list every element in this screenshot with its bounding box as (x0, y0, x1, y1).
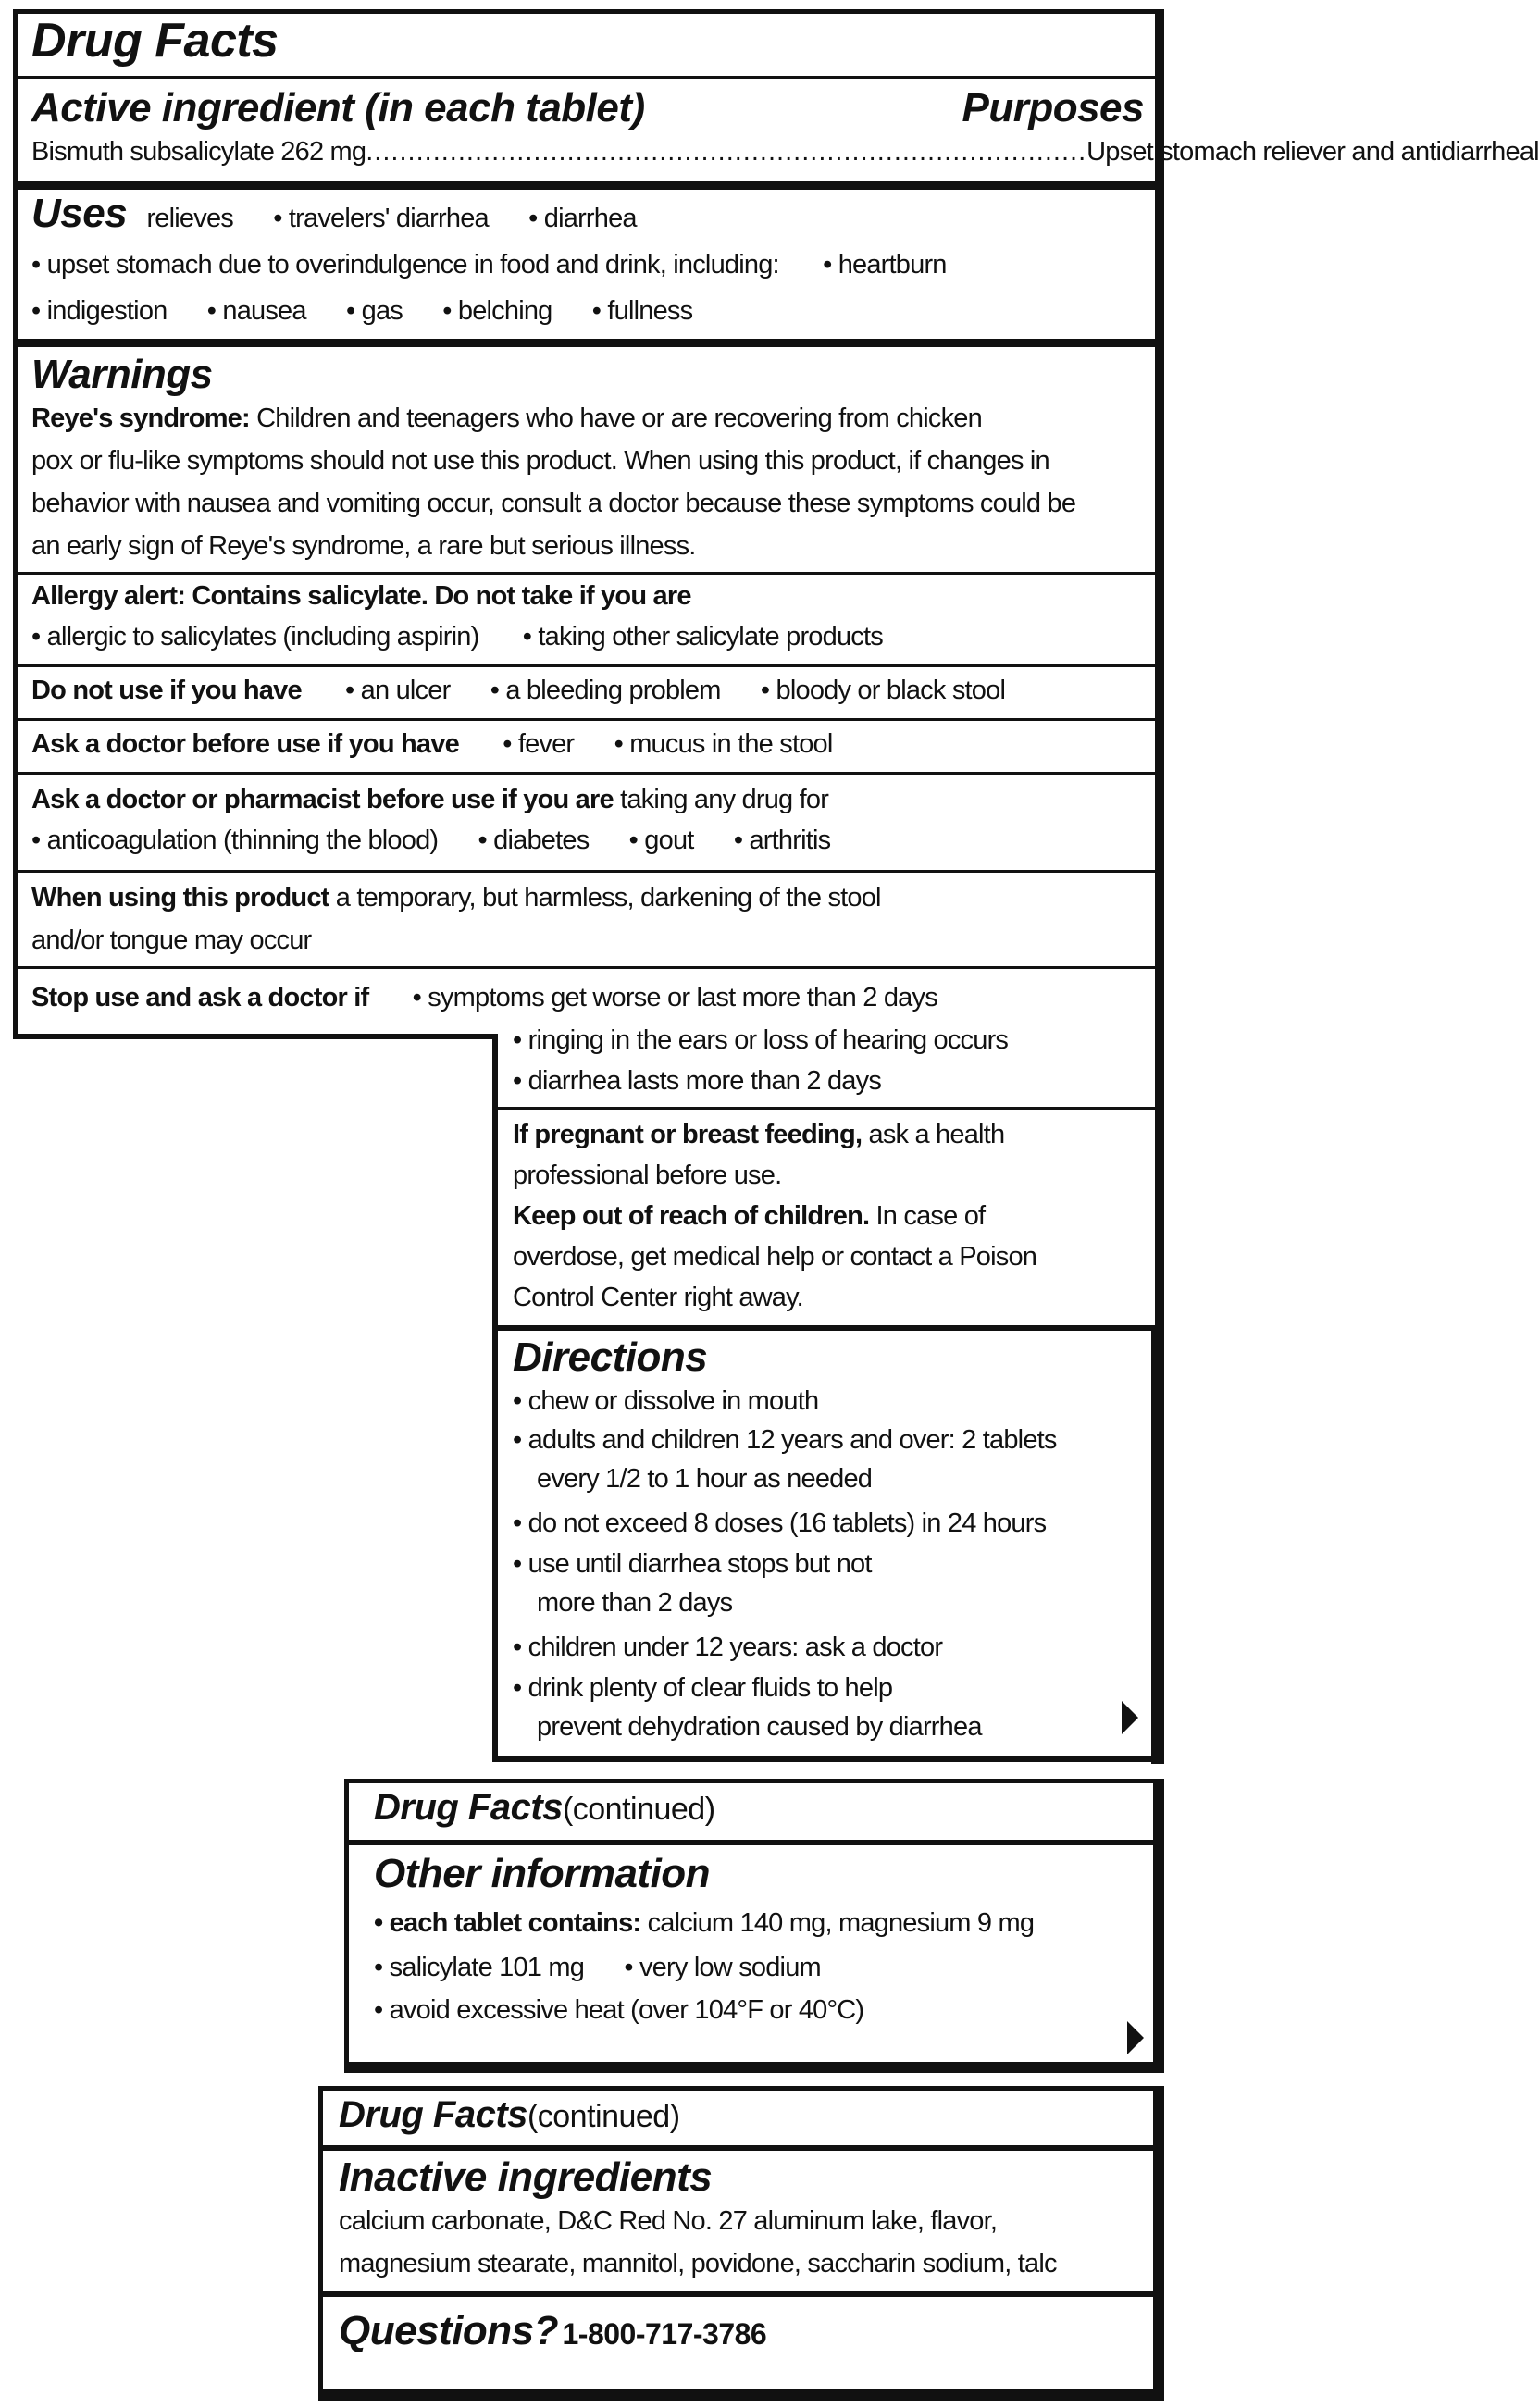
questions-label: Questions? (339, 2308, 559, 2353)
divider (13, 718, 1160, 721)
divider (322, 2145, 1153, 2151)
divider (322, 2291, 1153, 2297)
do-not-use-item: • bloody or black stool (761, 676, 1005, 705)
keep-out-line-3: Control Center right away. (513, 1283, 803, 1312)
reye-line-1 (31, 402, 982, 436)
direction-item: • adults and children 12 years and over: 2 tablets (513, 1423, 1057, 1458)
ask-doctor-item: • fever (503, 729, 574, 759)
pregnant-line-2: professional before use. (513, 1161, 782, 1190)
keep-out-text: In case of (875, 1201, 986, 1231)
continued-title: Drug Facts (339, 2094, 527, 2135)
other-info-item: • salicylate 101 mg (374, 1953, 584, 1982)
reye-line: behavior with nausea and vomiting occur, consult a doctor because these symptoms could be (31, 489, 1076, 518)
divider (494, 1107, 1160, 1110)
active-ingredient-purpose: Upset stomach reliever and antidiarrheal (1086, 137, 1539, 167)
inactive-heading: Inactive ingredients (339, 2154, 713, 2200)
use-item: • fullness (592, 296, 693, 326)
direction-item-cont: more than 2 days (537, 1588, 733, 1618)
other-info-line-2 (374, 1951, 821, 1985)
panel-border (13, 1034, 498, 1039)
uses-row-3 (31, 294, 692, 329)
do-not-use-label: Do not use if you have (31, 676, 302, 705)
uses-row-2 (31, 248, 947, 282)
allergy-alert: Allergy alert: Contains salicylate. Do not take if you are (31, 581, 691, 611)
continued-label: (continued) (562, 1792, 715, 1827)
questions-line (339, 2306, 766, 2356)
divider (13, 772, 1160, 775)
ask-pharmacist-label: Ask a doctor or pharmacist before use if you are (31, 785, 614, 814)
use-item: • gas (346, 296, 403, 326)
keep-out-line-1 (513, 1199, 985, 1234)
allergy-item: • taking other salicylate products (523, 622, 883, 652)
use-item: • heartburn (823, 250, 947, 279)
directions-heading: Directions (513, 1334, 708, 1380)
ask-pharmacist-line-1 (31, 783, 828, 817)
continue-arrow-icon (1122, 1701, 1138, 1734)
inactive-line-2: magnesium stearate, mannitol, povidone, saccharin sodium, talc (339, 2249, 1057, 2278)
direction-item-cont: every 1/2 to 1 hour as needed (537, 1464, 873, 1494)
uses-row-1 (31, 191, 637, 236)
active-ingredient-name: Bismuth subsalicylate 262 mg (31, 137, 366, 167)
active-ingredient-heading: Active ingredient (in each tablet) (31, 85, 645, 130)
do-not-use-item: • a bleeding problem (490, 676, 721, 705)
stop-use-item: • symptoms get worse or last more than 2 days (413, 983, 937, 1012)
continued-title-2 (339, 2091, 680, 2140)
divider (13, 339, 1160, 347)
panel-border (492, 1756, 1164, 1762)
direction-item: • do not exceed 8 doses (16 tablets) in 24 hours (513, 1507, 1046, 1541)
divider (13, 870, 1160, 873)
ask-pharmacist-item: • anticoagulation (thinning the blood) (31, 825, 438, 855)
use-item: • travelers' diarrhea (273, 204, 489, 233)
purposes-heading: Purposes (962, 85, 1144, 130)
other-info-text: calcium 140 mg, magnesium 9 mg (647, 1908, 1035, 1938)
direction-item: • chew or dissolve in mouth (513, 1384, 818, 1419)
continue-arrow-icon (1127, 2021, 1144, 2054)
direction-item-cont: prevent dehydration caused by diarrhea (537, 1712, 982, 1742)
when-using-label: When using this product (31, 883, 329, 912)
uses-heading: Uses (31, 191, 128, 236)
ask-pharmacist-text: taking any drug for (620, 785, 829, 814)
allergy-item: • allergic to salicylates (including aspirin) (31, 622, 479, 652)
reye-line: an early sign of Reye's syndrome, a rare but serious illness. (31, 531, 696, 561)
warnings-heading: Warnings (31, 352, 213, 397)
ask-pharmacist-items (31, 824, 830, 858)
ask-doctor-item: • mucus in the stool (614, 729, 833, 759)
reye-label: Reye's syndrome: (31, 403, 250, 433)
stop-use-line-1 (31, 981, 937, 1015)
other-info-line-3: • avoid excessive heat (over 104°F or 40°C) (374, 1993, 863, 2028)
use-item: • upset stomach due to overindulgence in food and drink, including: (31, 250, 779, 279)
divider (494, 1325, 1164, 1331)
other-info-label: • each tablet contains: (374, 1908, 640, 1938)
leader-dots: ...................................................................................... (366, 137, 1087, 167)
pregnant-text: ask a health (868, 1120, 1005, 1149)
continued-label: (continued) (527, 2099, 680, 2134)
pregnant-label: If pregnant or breast feeding, (513, 1120, 863, 1149)
divider (13, 966, 1160, 969)
ask-doctor (31, 727, 833, 762)
ask-pharmacist-item: • arthritis (734, 825, 831, 855)
continued-title-1 (374, 1784, 715, 1832)
use-item: • diarrhea (528, 204, 637, 233)
keep-out-label: Keep out of reach of children. (513, 1201, 870, 1231)
do-not-use-item: • an ulcer (345, 676, 450, 705)
reye-text: Children and teenagers who have or are recovering from chicken (256, 403, 982, 433)
allergy-items (31, 620, 883, 654)
uses-intro: relieves (146, 204, 233, 233)
questions-phone: 1-800-717-3786 (562, 2317, 767, 2351)
keep-out-line-2: overdose, get medical help or contact a Poison (513, 1242, 1037, 1272)
reye-line: pox or flu-like symptoms should not use this product. When using this product, if changes in (31, 446, 1049, 476)
direction-item: • children under 12 years: ask a doctor (513, 1631, 942, 1665)
panel-border (1155, 9, 1164, 1349)
active-ingredient-line (31, 135, 1539, 169)
do-not-use (31, 674, 1005, 708)
inactive-line-1: calcium carbonate, D&C Red No. 27 aluminum lake, flavor, (339, 2206, 998, 2236)
use-item: • indigestion (31, 296, 167, 326)
other-info-line-1 (374, 1906, 1034, 1941)
divider (13, 181, 1160, 190)
divider (348, 1840, 1153, 1845)
direction-item: • use until diarrhea stops but not (513, 1547, 872, 1582)
when-using-text: a temporary, but harmless, darkening of the stool (335, 883, 881, 912)
when-using-line-2: and/or tongue may occur (31, 925, 312, 955)
continued-title: Drug Facts (374, 1787, 563, 1828)
use-item: • belching (442, 296, 552, 326)
divider (13, 572, 1160, 575)
use-item: • nausea (207, 296, 306, 326)
divider (13, 76, 1160, 79)
stop-use-item: • ringing in the ears or loss of hearing occurs (513, 1024, 1008, 1058)
panel-border (1151, 1325, 1164, 1764)
direction-item: • drink plenty of clear fluids to help (513, 1671, 892, 1706)
ask-pharmacist-item: • diabetes (478, 825, 590, 855)
other-info-item: • very low sodium (624, 1953, 821, 1982)
page-title: Drug Facts (31, 14, 279, 68)
stop-use-label: Stop use and ask a doctor if (31, 983, 369, 1012)
ask-pharmacist-item: • gout (629, 825, 694, 855)
stop-use-item: • diarrhea lasts more than 2 days (513, 1064, 881, 1098)
panel-border (492, 1034, 498, 1761)
ask-doctor-label: Ask a doctor before use if you have (31, 729, 459, 759)
when-using-line-1 (31, 881, 881, 915)
other-info-heading: Other information (374, 1851, 711, 1896)
pregnant-line-1 (513, 1118, 1004, 1152)
divider (13, 664, 1160, 667)
